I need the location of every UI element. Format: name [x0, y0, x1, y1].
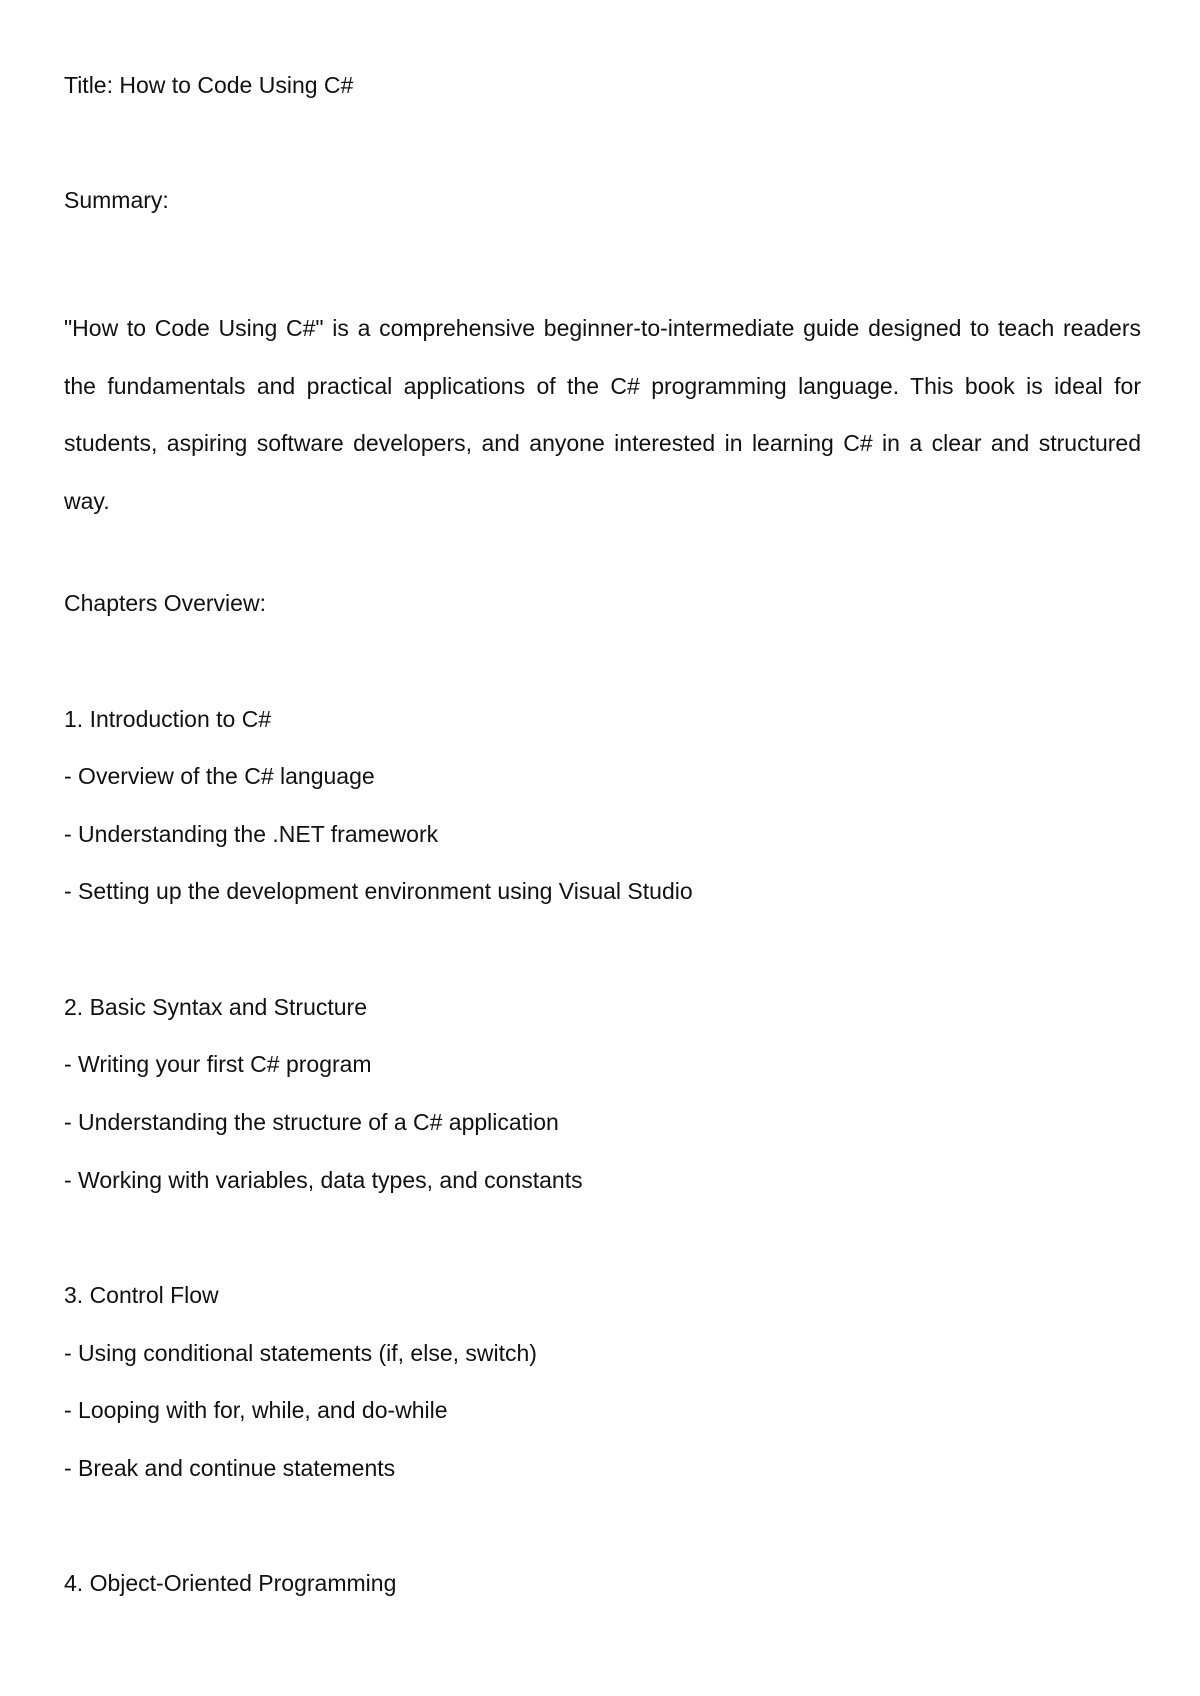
chapters-heading: Chapters Overview: — [64, 590, 266, 616]
chapter-title: 1. Introduction to C# — [64, 706, 272, 732]
document-title: Title: How to Code Using C# — [64, 72, 354, 98]
chapter-item: - Overview of the C# language — [64, 763, 375, 789]
chapter-item: - Break and continue statements — [64, 1455, 396, 1481]
chapter-item: - Understanding the structure of a C# application — [64, 1109, 559, 1135]
summary-paragraph: "How to Code Using C#" is a comprehensive beginner-to-intermediate guide designed to teach readers the fundamentals and practical applications of the C# programming language. This book is ideal for students, aspiring software developers, and anyone interested in learning C# in a clear and structured way. — [64, 315, 1141, 515]
chapter-item: - Understanding the .NET framework — [64, 821, 439, 847]
chapter-title: 3. Control Flow — [64, 1282, 219, 1308]
chapter-title: 2. Basic Syntax and Structure — [64, 994, 367, 1020]
chapter-title: 4. Object-Oriented Programming — [64, 1570, 397, 1596]
chapter-item: - Writing your first C# program — [64, 1051, 372, 1077]
chapter-item: - Setting up the development environment using Visual Studio — [64, 878, 693, 904]
chapter-item: - Looping with for, while, and do-while — [64, 1397, 448, 1423]
summary-heading: Summary: — [64, 187, 169, 213]
chapter-item: - Using conditional statements (if, else, switch) — [64, 1340, 537, 1366]
chapter-item: - Working with variables, data types, and constants — [64, 1167, 583, 1193]
